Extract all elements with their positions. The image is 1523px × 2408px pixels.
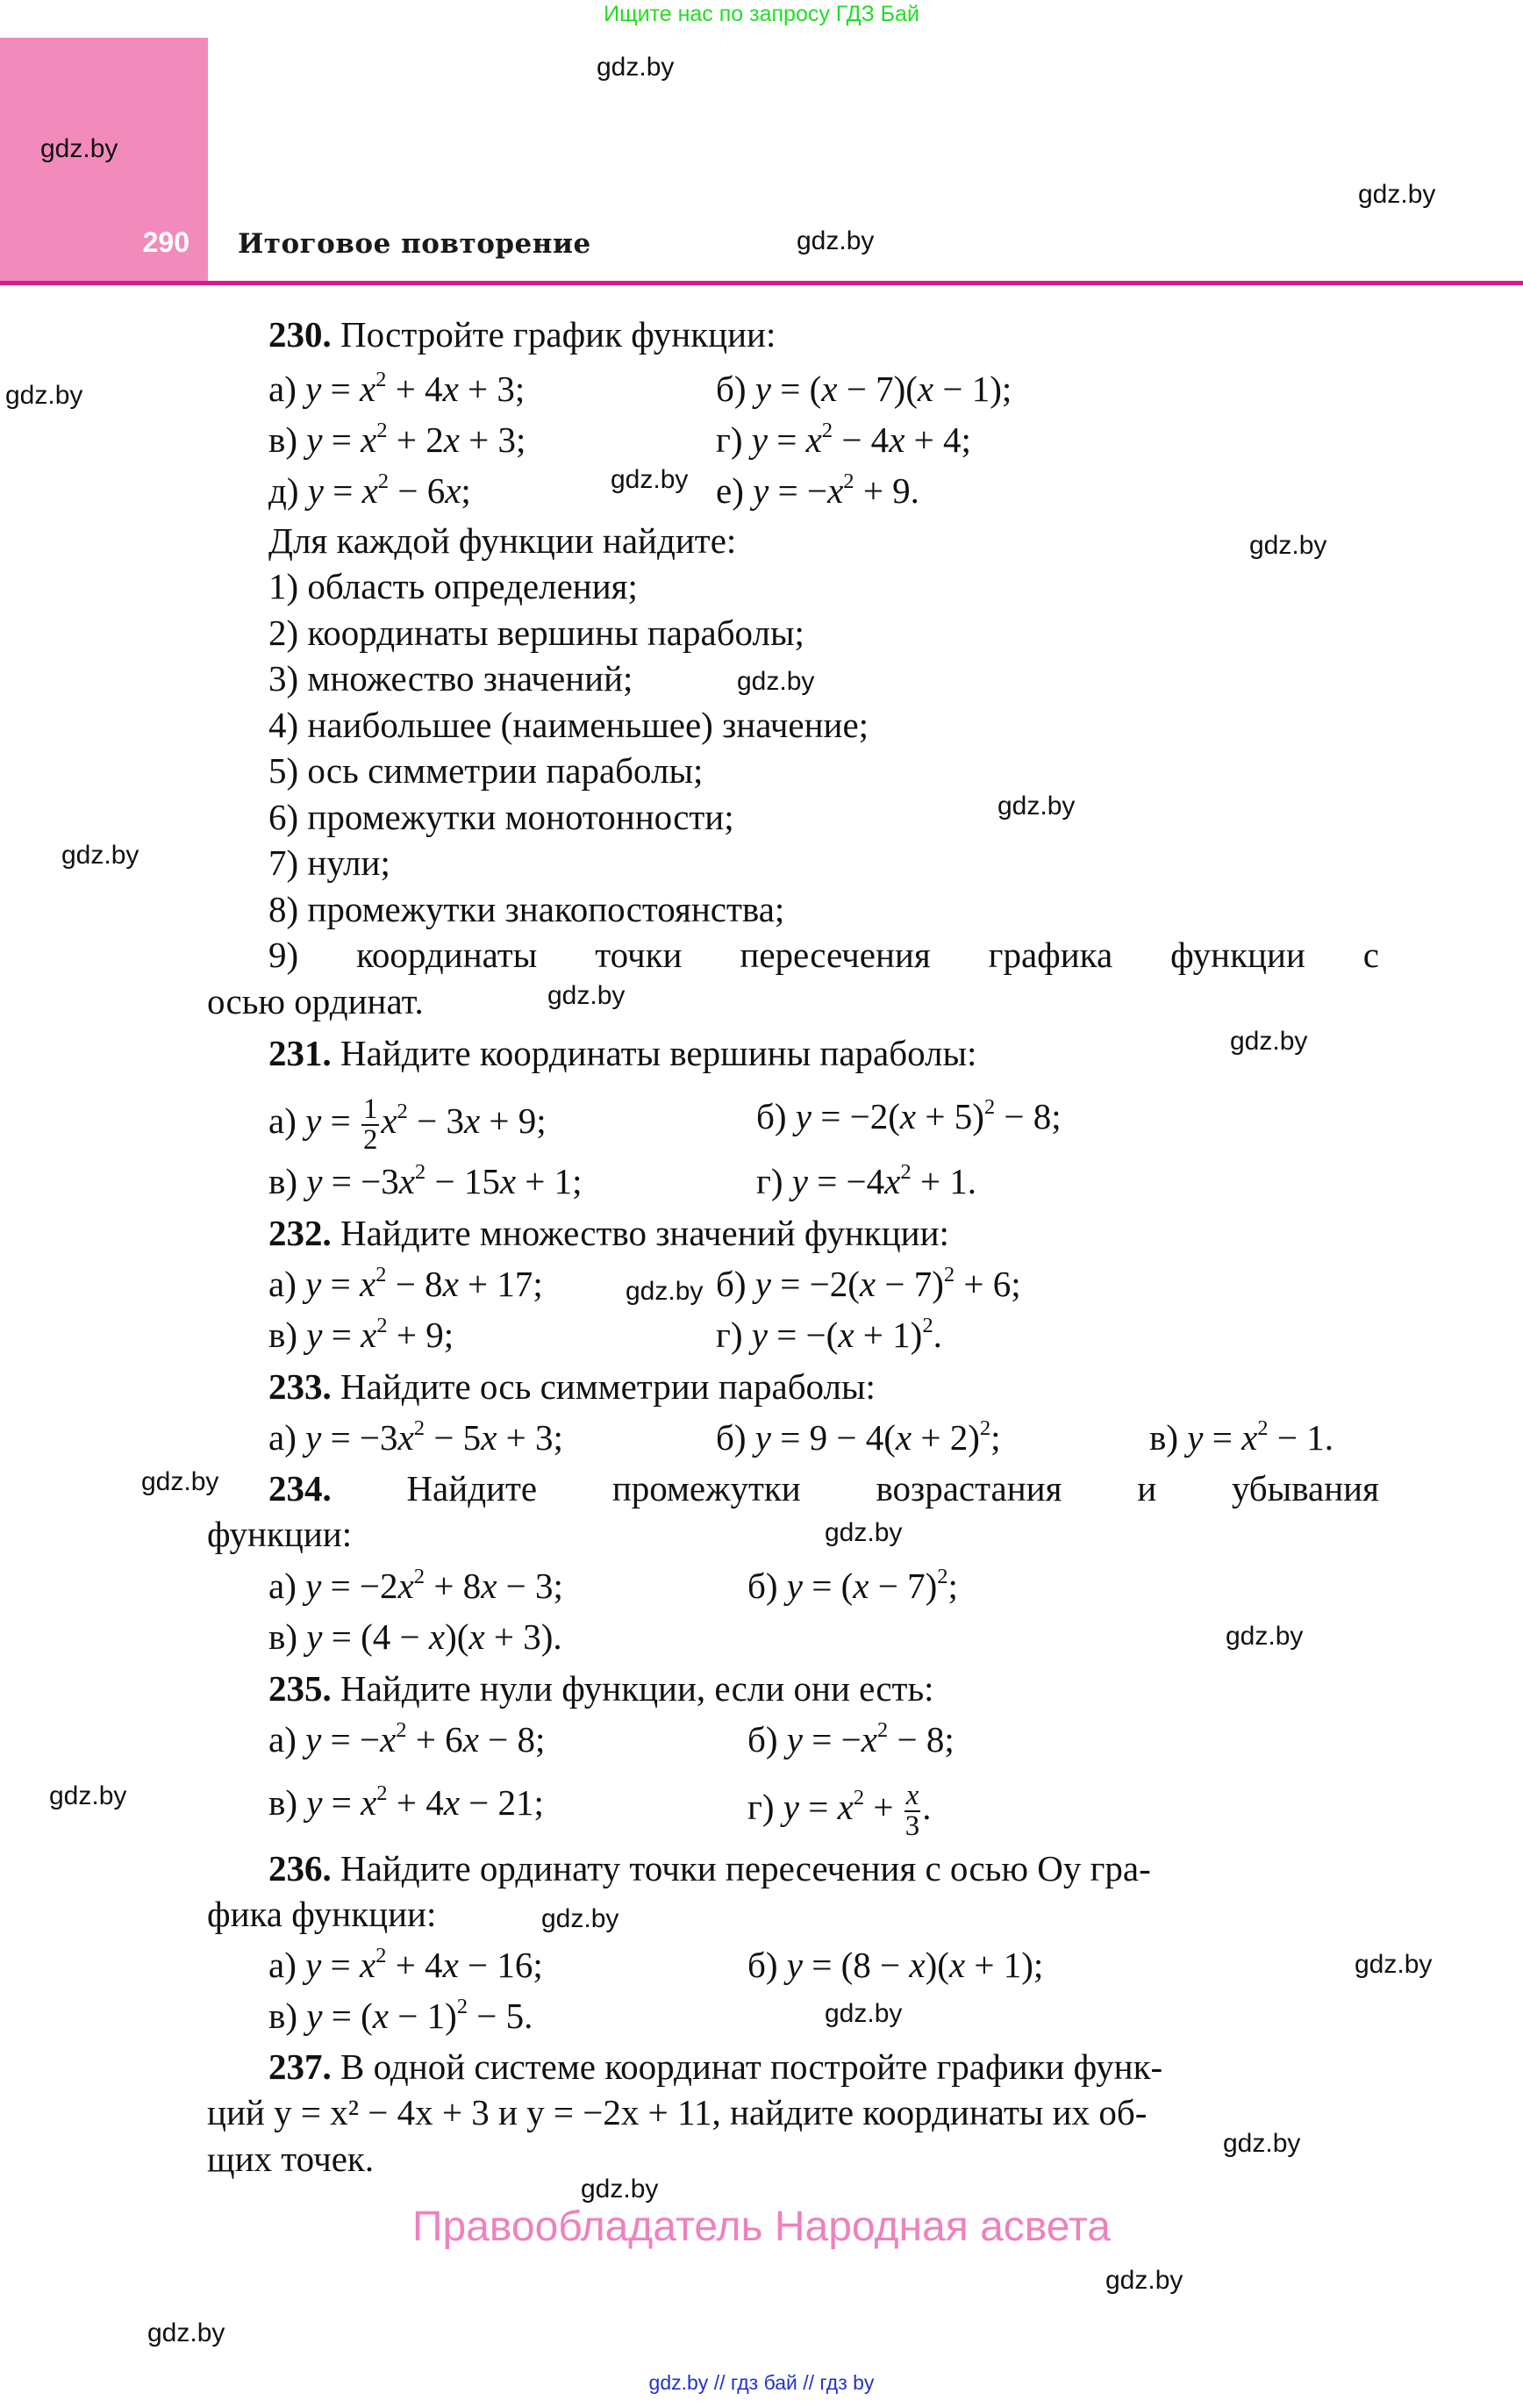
item-label: г) — [716, 1315, 743, 1355]
task-234-heading-tail: функции: — [207, 1514, 353, 1554]
watermark: gdz.by — [1355, 1950, 1433, 1979]
watermark: gdz.by — [61, 841, 139, 870]
task-235-item-g: г) $y = x^2$ + $\frac{x}{3}$ . — [747, 1780, 932, 1842]
item-label: а) — [268, 1100, 297, 1142]
task-230-question-9-tail: осью ординат. — [207, 981, 424, 1021]
rights-holder-notice: Правообладатель Народная асвета — [412, 2204, 1111, 2250]
watermark: gdz.by — [825, 1999, 903, 2028]
task-230-question-7: 7) нули; — [268, 842, 390, 883]
item-label: в) — [268, 1996, 298, 2036]
task-231-heading — [268, 1032, 976, 1074]
task-title: Найдите множество значений функции: — [340, 1213, 949, 1253]
watermark: gdz.by — [825, 1518, 903, 1547]
watermark: gdz.by — [147, 2318, 225, 2347]
task-234-item-a: а) $y = -2x^2 + 8x - 3$; — [268, 1564, 563, 1606]
word: промежутки — [611, 1468, 801, 1509]
task-237-line-1 — [268, 2046, 1162, 2088]
task-230-item-v: в) $y = x^2 + 2x + 3$; — [268, 418, 526, 460]
task-230-question-6: 6) промежутки монотонности; — [268, 797, 734, 837]
word: графика — [988, 935, 1113, 975]
watermark: gdz.by — [141, 1467, 219, 1496]
task-232-item-v: в) $y = x^2 + 9$; — [268, 1313, 454, 1355]
task-232-heading — [268, 1212, 949, 1254]
word: функции — [1170, 935, 1305, 975]
task-234-heading — [268, 1467, 1379, 1509]
task-230-item-g: г) $y = x^2 - 4x + 4$; — [716, 418, 971, 460]
item-label: д) — [268, 470, 299, 511]
task-232-item-b: б) $y = -2(x - 7)^2 + 6$; — [716, 1262, 1021, 1304]
task-number: 236. — [268, 1848, 332, 1888]
item-label: в) — [268, 1315, 298, 1355]
task-236-heading-tail: фика функции: — [207, 1894, 437, 1934]
task-230-question-9 — [268, 934, 1379, 976]
item-label: е) — [716, 470, 744, 511]
task-233-item-v: в) $y = x^2 - 1$. — [1149, 1415, 1334, 1458]
task-233-item-b: б) $y = 9 - 4(x + 2)^2$; — [716, 1415, 1001, 1458]
item-label: в) — [268, 1782, 298, 1823]
task-230-subtitle: Для каждой функции найдите: — [268, 520, 737, 561]
task-230-question-1: 1) область определения; — [268, 566, 638, 606]
task-235-item-b: б) $y = -x^2 - 8$; — [747, 1717, 955, 1759]
task-236-heading — [268, 1847, 1379, 1889]
task-232-item-a: а) $y = x^2 - 8x + 17$; — [268, 1262, 543, 1304]
watermark: gdz.by — [1223, 2129, 1301, 2158]
item-label: б) — [747, 1719, 778, 1759]
watermark: gdz.by — [997, 792, 1076, 821]
header-rule — [0, 281, 1523, 285]
task-230-question-2: 2) координаты вершины параболы; — [268, 613, 804, 653]
word: пересечения — [740, 935, 931, 975]
watermark: gdz.by — [1358, 180, 1436, 209]
item-label: б) — [747, 1566, 778, 1606]
task-231-item-a: а) y = $\frac{1}{2}$ $x^2 - 3x + 9$; — [268, 1093, 547, 1156]
task-230-item-d: д) $y = x^2 - 6x$; — [268, 469, 471, 511]
task-number: 232. — [268, 1213, 332, 1253]
item-label: в) — [268, 419, 298, 460]
task-230-question-3: 3) множество значений; — [268, 658, 633, 699]
task-235-item-a: а) $y = -x^2 + 6x - 8$; — [268, 1717, 546, 1759]
watermark: gdz.by — [737, 667, 815, 696]
item-label: г) — [716, 419, 743, 460]
task-231-item-g: г) $y = -4x^2 + 1$. — [756, 1159, 977, 1201]
task-235-item-v: в) $y = x^2 + 4x - 21$; — [268, 1781, 544, 1823]
task-234-item-b: б) $y = (x - 7)^2$; — [747, 1564, 958, 1606]
item-label: а) — [268, 1264, 297, 1304]
fraction-one-half: $\frac{1}{2}$ — [362, 1093, 378, 1156]
task-text: ций y = x² − 4x + 3 и y = −2x + 11, найдите координаты их об- — [207, 2092, 1148, 2132]
task-text: В одной системе координат постройте графики функ- — [340, 2046, 1163, 2087]
watermark: gdz.by — [1226, 1622, 1304, 1651]
task-235-heading — [268, 1667, 934, 1709]
task-title: Найдите ось симметрии параболы: — [340, 1366, 876, 1407]
task-237-line-2 — [207, 2091, 1379, 2133]
item-label: а) — [268, 1417, 297, 1458]
watermark: gdz.by — [40, 134, 118, 163]
item-label: б) — [716, 1264, 747, 1304]
section-title: Итоговое повторение — [238, 228, 591, 260]
task-230-item-b: б) y = (x − 7)(x − 1); — [716, 369, 1012, 409]
task-233-item-a: а) $y = -3x^2 - 5x + 3$; — [268, 1415, 563, 1458]
watermark: gdz.by — [597, 53, 675, 82]
watermark: gdz.by — [581, 2175, 659, 2204]
task-title: Найдите нули функции, если они есть: — [340, 1668, 934, 1709]
item-label: в) — [1149, 1417, 1179, 1458]
item-label: б) — [716, 369, 747, 409]
item-label: а) — [268, 369, 297, 409]
watermark: gdz.by — [626, 1277, 704, 1306]
task-230-item-a: а) $y = x^2 + 4x + 3$; — [268, 367, 526, 409]
task-234-item-v: в) y = (4 − x)(x + 3). — [268, 1616, 562, 1657]
word: убывания — [1231, 1468, 1379, 1509]
task-230-item-e: е) $y = -x^2 + 9$. — [716, 469, 919, 511]
task-236-item-v: в) $y = (x - 1)^2 - 5$. — [268, 1994, 533, 2036]
task-236-item-a: а) $y = x^2 + 4x - 16$; — [268, 1943, 543, 1985]
task-title: Найдите координаты вершины параболы: — [340, 1033, 977, 1073]
task-230-question-4: 4) наибольшее (наименьшее) значение; — [268, 705, 869, 745]
task-231-item-v: в) $y = -3x^2 - 15x + 1$; — [268, 1159, 583, 1201]
item-label: б) — [716, 1417, 747, 1458]
word: с — [1362, 935, 1379, 975]
watermark: gdz.by — [49, 1781, 127, 1810]
watermark: gdz.by — [611, 465, 689, 494]
task-number: 237. — [268, 2046, 332, 2087]
word: и — [1137, 1468, 1157, 1509]
watermark: gdz.by — [1105, 2266, 1183, 2295]
item-label: б) — [756, 1096, 787, 1136]
task-231-item-b: б) $y = -2(x + 5)^2 - 8$; — [756, 1094, 1062, 1136]
watermark: gdz.by — [1230, 1027, 1308, 1056]
task-230-question-8: 8) промежутки знакопостоянства; — [268, 889, 785, 929]
word: возрастания — [876, 1468, 1062, 1509]
watermark: gdz.by — [1249, 531, 1327, 560]
task-number: 235. — [268, 1668, 332, 1709]
task-number: 231. — [268, 1033, 332, 1073]
task-237-line-3: щих точек. — [207, 2139, 375, 2179]
task-title: Постройте график функции: — [340, 314, 776, 355]
item-label: в) — [268, 1161, 298, 1201]
word: Найдите — [406, 1468, 538, 1509]
search-banner: Ищите нас по запросу ГДЗ Бай — [604, 2, 919, 26]
watermark: gdz.by — [797, 226, 875, 255]
item-label: г) — [747, 1787, 775, 1828]
task-236-item-b: б) y = (8 − x)(x + 1); — [747, 1945, 1044, 1985]
item-label: г) — [756, 1161, 783, 1201]
item-label: а) — [268, 1719, 297, 1759]
word: координаты — [356, 935, 538, 975]
item-label: б) — [747, 1945, 778, 1985]
task-number: 230. — [268, 314, 332, 355]
task-230-heading — [268, 313, 776, 355]
watermark: gdz.by — [5, 381, 83, 410]
page-number: 290 — [142, 226, 189, 258]
word: 9) — [268, 935, 299, 975]
formula: y — [305, 369, 322, 409]
item-label: в) — [268, 1616, 298, 1657]
task-232-item-g: г) $y = -(x + 1)^2$. — [716, 1313, 942, 1355]
task-title: Найдите ординату точки пересечения с осью Oy гра- — [340, 1848, 1151, 1888]
footer-site-links[interactable]: gdz.by // гдз бай // гдз by — [648, 2371, 875, 2394]
task-number: 234. — [268, 1468, 332, 1509]
task-230-question-5: 5) ось симметрии параболы; — [268, 750, 704, 791]
word: точки — [595, 935, 683, 975]
task-number: 233. — [268, 1366, 332, 1407]
fraction-x-over-3: $\frac{x}{3}$ — [905, 1780, 920, 1842]
item-label: а) — [268, 1945, 297, 1985]
watermark: gdz.by — [541, 1904, 619, 1933]
task-233-heading — [268, 1365, 876, 1408]
item-label: а) — [268, 1566, 297, 1606]
watermark: gdz.by — [547, 981, 626, 1010]
